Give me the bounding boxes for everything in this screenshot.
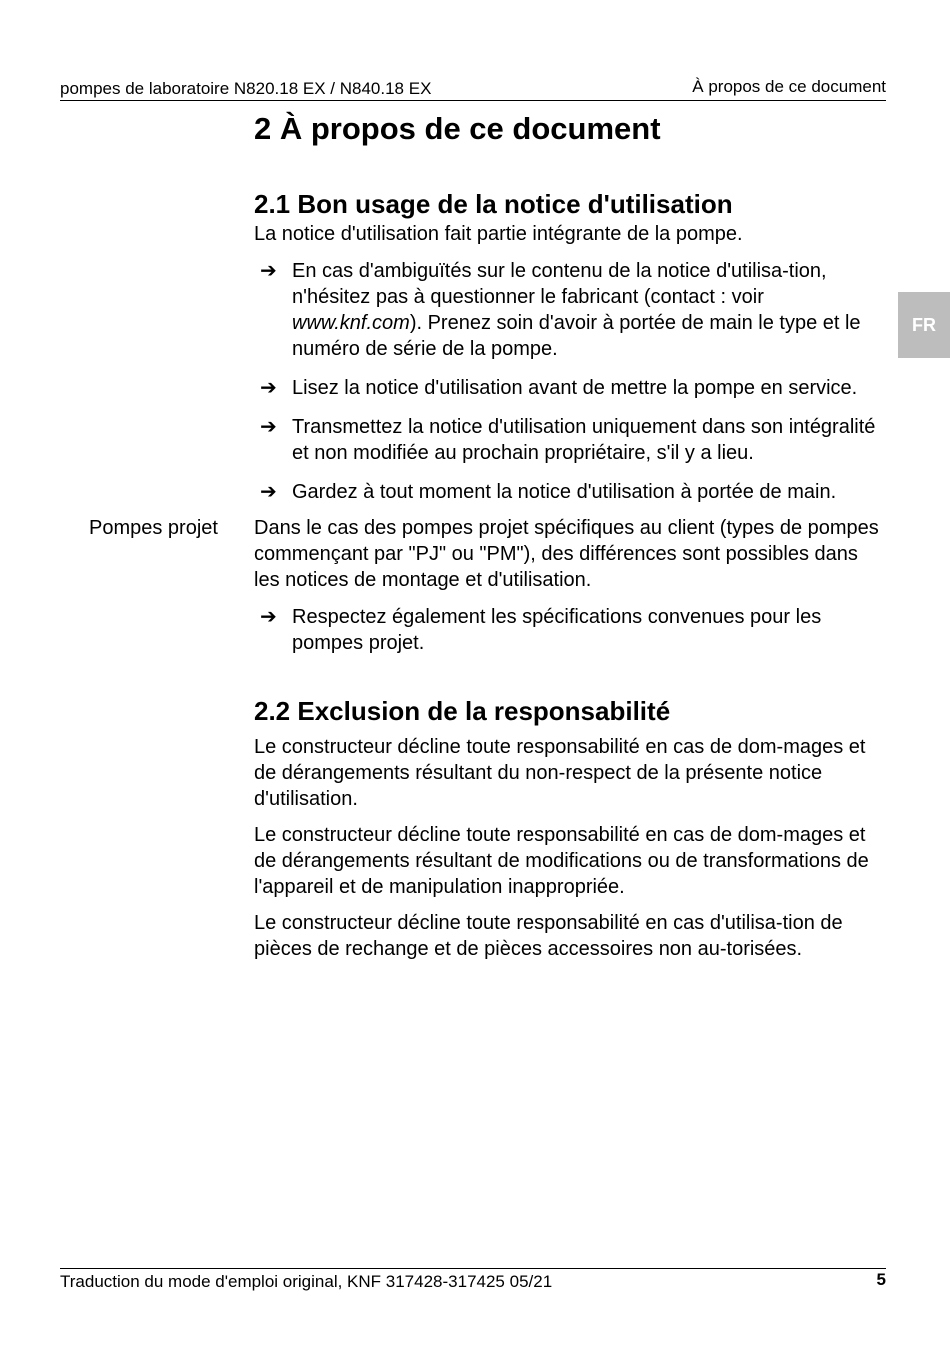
running-header-left: pompes de laboratoire N820.18 EX / N840.18 EX (60, 79, 432, 98)
bullet-text: En cas d'ambiguïtés sur le contenu de la notice d'utilisa-tion, n'hésitez pas à questionner le fabricant (contact : voir (292, 260, 827, 308)
section-intro: La notice d'utilisation fait partie intégrante de la pompe. (254, 223, 743, 245)
page-number: 5 (876, 1270, 886, 1289)
bullet-keep-manual (254, 479, 882, 505)
arrow-icon: ➔ (260, 416, 277, 438)
bullet-project-specs (254, 604, 882, 656)
bullet-text: Lisez la notice d'utilisation avant de mettre la pompe en service. (292, 377, 858, 399)
liability-paragraph-3: Le constructeur décline toute responsabilité en cas d'utilisa-tion de pièces de rechange et de pièces accessoires non au-torisées. (254, 912, 843, 960)
chapter-title: 2 À propos de ce document (254, 111, 661, 146)
page-content (89, 108, 882, 962)
section-title-2-2: 2.2 Exclusion de la responsabilité (254, 696, 671, 726)
liability-paragraph-1: Le constructeur décline toute responsabilité en cas de dom-mages et de dérangements résultant du non-respect de la présente notice d'utilisation. (254, 736, 866, 810)
project-pumps-text: Dans le cas des pompes projet spécifiques au client (types de pompes commençant par "PJ" ou "PM"), des différences sont possibles dans les notices de montage et d'utilisation. (254, 517, 879, 591)
side-label-project-pumps: Pompes projet (89, 517, 218, 539)
footer-text: Traduction du mode d'emploi original, KNF 317428-317425 05/21 (60, 1272, 553, 1291)
bullet-read-manual (254, 375, 882, 401)
footer-divider (60, 1268, 886, 1269)
language-tab: FR (898, 292, 950, 358)
bullet-text: Respectez également les spécifications convenues pour les pompes projet. (292, 606, 822, 654)
liability-paragraph-2: Le constructeur décline toute responsabilité en cas de dom-mages et de dérangements résultant de modifications ou de transformations de l'appareil et de manipulation inappropriée. (254, 824, 869, 898)
bullet-text: Transmettez la notice d'utilisation uniquement dans son intégralité et non modifiée au prochain propriétaire, s'il y a lieu. (292, 416, 876, 464)
project-pumps-block (89, 515, 882, 593)
section-title-2-1: 2.1 Bon usage de la notice d'utilisation (254, 189, 733, 219)
bullet-text: ). Prenez soin d'avoir à portée de main le type et le numéro de série de la pompe. (292, 312, 861, 360)
arrow-icon: ➔ (260, 260, 277, 282)
bullet-text: Gardez à tout moment la notice d'utilisation à portée de main. (292, 481, 837, 503)
bullet-ambiguity (254, 258, 882, 362)
arrow-icon: ➔ (260, 377, 277, 399)
manufacturer-link[interactable]: www.knf.com (292, 312, 410, 334)
header-divider (60, 100, 886, 101)
arrow-icon: ➔ (260, 481, 277, 503)
arrow-icon: ➔ (260, 606, 277, 628)
bullet-transmit-manual (254, 414, 882, 466)
running-header-right: À propos de ce document (692, 77, 886, 96)
